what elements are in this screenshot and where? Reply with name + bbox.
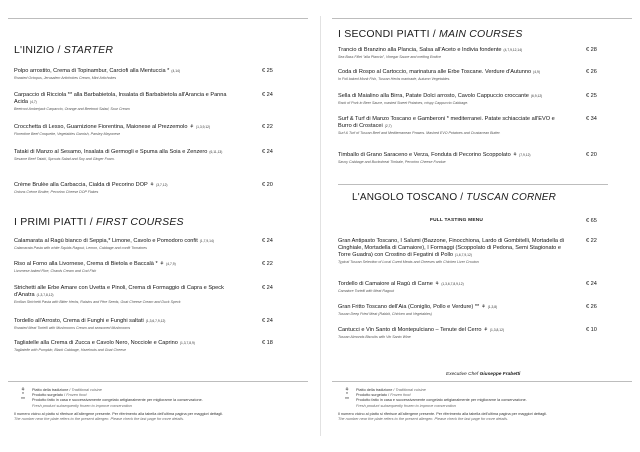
frozen-icon: *: [22, 392, 24, 399]
tradition-icon: ⚘: [344, 387, 350, 393]
full-tasting-price: € 65: [586, 218, 597, 224]
menu-item: Calamarata al Ragù bianco di Seppia,* Limone, Cavolo e Pomodoro confit $^{(1,7,9,14)}$ Calamarata Pasta with white Squids Ragout, Lemon, Cabbage and confit Tomatoes: [14, 238, 214, 250]
tradition-icon: ⚘: [512, 152, 518, 158]
section-title-starter: L'INIZIO / STARTER: [14, 44, 114, 56]
frozen-icon: *: [346, 392, 348, 399]
tradition-icon: ⚘: [149, 182, 155, 188]
tradition-icon: ⚘: [483, 327, 488, 333]
bottom-rule-right: [332, 381, 632, 382]
menu-item: Timballo di Grano Saraceno e Verza, Fonduta di Pecorino Scoppolato ⚘ $^{(7,9,12)}$ Savoy Cabbage and Buckwheat Timbale, Pecorino Cheese Fondue: [338, 152, 531, 164]
tradition-icon: ⚘: [189, 124, 194, 130]
menu-item-price: € 25: [262, 68, 273, 74]
top-rule-left: [8, 18, 308, 19]
menu-item-price: € 28: [586, 47, 597, 53]
menu-item-price: € 24: [586, 281, 597, 287]
menu-item: Cantucci e Vin Santo di Montepulciano – Tenute del Cerro ⚘ $^{(1,3,8,12)}$ Tuscan Almonds Biscuits with Vin Santo Wine: [338, 327, 505, 339]
menu-item-price: € 26: [586, 304, 597, 310]
menu-item-price: € 10: [586, 327, 597, 333]
executive-chef: Executive Chef Giuseppe Frabetti: [446, 372, 521, 377]
menu-item: Tataki di Manzo al Sesamo, Insalata di Germogli e Spuma alla Soia e Zenzero $^{(6,11,13)}$ Sesame Beef Tataki, Sprouts Salad and Soy and Ginger Foam.: [14, 149, 223, 161]
menu-item: Coda di Rospo al Cartoccio, marinatura alle Erbe Toscane. Verdure d'Autunno $^{(4,9)}$ In Foil baked Monk Fish, Tuscan Herbs marinade, Autumn Vegetables.: [338, 69, 540, 81]
menu-item-price: € 18: [262, 340, 273, 346]
menu-item: Tordello all'Arrosto, Crema di Funghi e Funghi saltati $^{(1,3,6,7,9,12)}$ Roasted Meat Tortelli with Mushrooms Cream and seasoned Mushrooms: [14, 318, 166, 330]
menu-item: Riso al Forno alla Livornese, Crema di Bietola e Baccalà * ⚘ $^{(4,7,9)}$ Livornese baked Rice, Chards Cream and Cod Fish: [14, 261, 176, 273]
menu-item-price: € 24: [262, 285, 273, 291]
bottom-rule-left: [8, 381, 308, 382]
menu-item: Crocchetta di Lesso, Guarnizione Fiorentina, Maionese al Prezzemolo ⚘ $^{(1,3,9,12)}$ Florentine Beef Croquette, Vegetables Garnish, Parsley Mayonese: [14, 124, 211, 136]
menu-item-price: € 24: [262, 92, 273, 98]
menu-item: Carpaccio di Ricciola ** alla Barbabietola, Insalata di Barbabietola all'Arancia e Panna Acida $^{(4,7)}$ Beetroot Amberjack Carpaccio, Orange and Beetroot Salad, Sour Cream: [14, 92, 227, 111]
menu-item-price: € 20: [586, 152, 597, 158]
menu-item-price: € 26: [586, 69, 597, 75]
menu-item: Tagliatelle alla Crema di Zucca e Cavolo Nero, Nocciole e Caprino $^{(1,3,7,8,9)}$ Tagliatelle with Pumpkin, Black Cabbage, Hazelnuts and Goat Cheese: [14, 340, 195, 352]
menu-item: Surf & Turf di Manzo Toscano e Gamberoni * mediterranei. Patate schiacciate all'EVO e Burro di Crostacei $^{(2,7)}$ Surf & Turf of Tuscan Beef and Mediterranean Prawns. Mashed EVO Potatoes and Crustacean Butter.: [338, 116, 555, 135]
section-title-main-courses: I SECONDI PIATTI / MAIN COURSES: [338, 28, 523, 40]
tradition-icon: ⚘: [159, 261, 165, 267]
menu-item: Gran Fritto Toscano dell'Aia (Coniglio, Pollo e Verdure) ** ⚘ $^{(1,3,8)}$ Tuscan Deep Fried Meat (Rabbit, Chicken and Vegetables): [338, 304, 498, 316]
section-title-tuscan-corner: L'ANGOLO TOSCANO / TUSCAN CORNER: [352, 192, 557, 203]
menu-item-price: € 24: [262, 318, 273, 324]
menu-item: Gran Antipasto Toscano, I Salumi (Bazzone, Finocchiona, Lardo di Gombitelli, Mortadella di Cinghiale, Mortadella di Camaiore), I Formaggi (Scoppolato di Pedona, Semi Stagionato e Torre Guadra) con Crostino di Fegatini di Pollo $^{(1,6,7,9,12)}$ Typical Tuscan Selection of Local Cured Meats and Cheeses with Chicken Liver Crouton: [338, 238, 564, 265]
legend-right: ⚘ Piatto della tradizione / Traditional cuisine * Prodotto surgelato / Frozen food ** Prodotto fatto in casa e successivamente congelato artigianalmente per migliorarne la conservazione. Fresh product subsequently frozen to improve conservation Il numero vicino al piatto si riferisce all'allergene presente. Per riferimento alla tabella dell'ultima pagina per maggiori dettagli. The number near the plate refers to the present allergen. Please check the last page for more details.: [338, 387, 548, 422]
legend-left: ⚘ Piatto della tradizione / Traditional cuisine * Prodotto surgelato / Frozen food ** Prodotto fatto in casa e successivamente congelato artigianalmente per migliorarne la conservazione. Fresh product subsequently frozen to improve conservation Il numero vicino al piatto si riferisce all'allergene presente. Per riferimento alla tabella dell'ultima pagina per maggiori dettagli. The number near the plate refers to the present allergen. Please check the last page for more details.: [14, 387, 224, 422]
menu-item-price: € 24: [262, 238, 273, 244]
homemade-frozen-icon: **: [345, 397, 349, 404]
menu-item: Tordello di Camaiore al Ragù di Carne ⚘ $^{(1,3,6,7,8,9,12)}$ Camaiore Tortelli with Meat Ragout: [338, 281, 464, 293]
menu-item: Trancio di Branzino alla Plancia, Salsa all'Aceto e Indivia fondente $^{(4,7,9,12,14)}$ Sea Bass Fillet "alla Plancia", Vinegar Sauce and melting Endive: [338, 47, 523, 59]
column-divider: [320, 16, 321, 436]
menu-item-price: € 24: [262, 149, 273, 155]
tradition-icon: ⚘: [20, 387, 26, 393]
menu-item-price: € 34: [586, 116, 597, 122]
menu-item-price: € 20: [262, 182, 273, 188]
tuscan-top-rule: [338, 184, 608, 185]
menu-item-price: € 22: [262, 261, 273, 267]
top-rule-right: [332, 18, 632, 19]
homemade-frozen-icon: **: [21, 397, 25, 404]
menu-item: Polpo arrostito, Crema di Topinambur, Carciofi alla Mentuccia * $^{(4,14)}$ Roasted Octopus, Jerusalem Artichokes Cream, Mint Artichokes: [14, 68, 180, 80]
menu-item: Sella di Maialino alla Birra, Patate Dolci arrosto, Cavolo Cappuccio croccante $^{(6,9,12)}$ Rack of Pork in Beer Sauce, roasted Sweet Potatoes, crispy Cappuccio Cabbage.: [338, 93, 543, 105]
menu-item: Strichetti alle Erbe Amare con Uvetta e Pinoli, Crema di Formaggio di Capra e Speck d'Anatra $^{(1,3,7,8,12)}$ Emilian Strichetti Pasta with Bitter Herbs, Raisins and Pine Seeds, Goat Cheese Cream and Duck Speck: [14, 285, 224, 304]
menu-item-price: € 22: [586, 238, 597, 244]
tradition-icon: ⚘: [434, 281, 440, 287]
full-tasting-label: FULL TASTING MENU: [430, 218, 484, 223]
menu-item-price: € 25: [586, 93, 597, 99]
section-title-first-courses: I PRIMI PIATTI / FIRST COURSES: [14, 216, 184, 228]
tradition-icon: ⚘: [481, 304, 486, 310]
menu-item: Crème Brulèe alla Carbaccia, Cialda di Pecorino DOP ⚘ $^{(3,7,12)}$ Onions Crème Brulèe, Pecorino Cheese DOP Flakes: [14, 182, 168, 194]
menu-item-price: € 22: [262, 124, 273, 130]
